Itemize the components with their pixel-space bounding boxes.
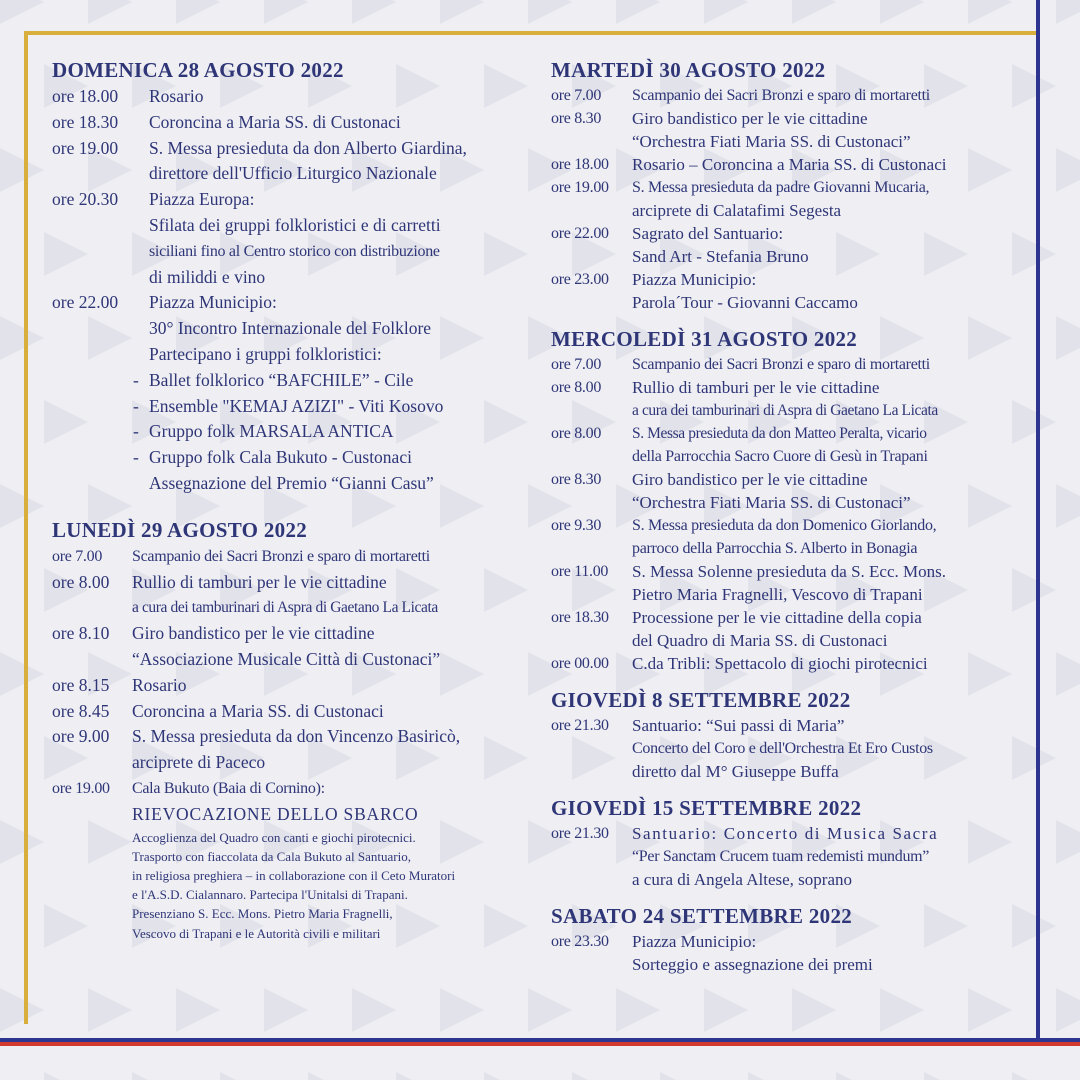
event-time: ore 18.30 <box>551 609 609 626</box>
event-text: “Per Sanctam Crucem tuam redemisti mundum” <box>632 848 930 865</box>
event-row <box>551 353 1021 376</box>
event-text: Scampanio dei Sacri Bronzi e sparo di mortaretti <box>632 87 930 104</box>
event-text: siciliani fino al Centro storico con distribuzione <box>149 242 440 260</box>
day-section-martedi-30 <box>551 57 1021 314</box>
event-time: ore 19.00 <box>551 179 609 196</box>
pattern-triangle <box>1012 1072 1056 1080</box>
event-text: Giro bandistico per le vie cittadine <box>632 109 868 128</box>
day-title: MERCOLEDÌ 31 AGOSTO 2022 <box>551 327 858 351</box>
pattern-triangle <box>1056 652 1080 696</box>
event-time: ore 8.00 <box>52 571 110 592</box>
event-row <box>52 699 527 725</box>
event-text: del Quadro di Maria SS. di Custonaci <box>632 631 888 650</box>
pattern-triangle <box>176 0 220 24</box>
event-row <box>52 621 527 673</box>
day-title: GIOVEDÌ 15 SETTEMBRE 2022 <box>551 796 862 820</box>
day-section-giovedi-15-settembre <box>551 795 1021 891</box>
event-time: ore 8.30 <box>551 110 602 127</box>
event-text: Santuario: Concerto di Musica Sacra <box>632 824 939 843</box>
event-time: ore 22.00 <box>52 292 119 313</box>
event-time: ore 18.30 <box>52 111 119 132</box>
event-text: Pietro Maria Fragnelli, Vescovo di Trapani <box>632 585 923 604</box>
pattern-triangle <box>352 0 396 24</box>
event-row <box>551 84 1021 107</box>
event-time: ore 9.00 <box>52 726 110 747</box>
day-title: GIOVEDÌ 8 SETTEMBRE 2022 <box>551 688 851 712</box>
event-text: Coroncina a Maria SS. di Custonaci <box>149 111 401 132</box>
event-time: ore 8.15 <box>52 674 110 695</box>
pattern-triangle <box>0 0 44 24</box>
event-time: ore 8.10 <box>52 623 110 644</box>
blue-vertical-stripe <box>1036 0 1040 1046</box>
event-time: ore 8.00 <box>551 425 602 442</box>
event-row <box>551 930 1021 976</box>
red-horizontal-stripe <box>0 1042 1080 1046</box>
right-column <box>551 57 1021 988</box>
event-text: Rosario <box>132 674 187 695</box>
pattern-triangle <box>396 1072 440 1080</box>
event-time: ore 00.00 <box>551 655 609 672</box>
event-text: Concerto del Coro e dell'Orchestra Et Ero Custos <box>632 740 933 757</box>
event-time: ore 18.00 <box>52 86 119 106</box>
event-time: ore 8.30 <box>551 471 602 488</box>
pattern-triangle <box>880 0 924 24</box>
pattern-triangle <box>308 1072 352 1080</box>
event-row <box>551 153 1021 176</box>
award-text: Assegnazione del Premio “Gianni Casu” <box>149 472 434 493</box>
event-text: 30° Incontro Internazionale del Folklore <box>149 318 432 339</box>
folklore-group-item: - Ensemble "KEMAJ AZIZI" - Viti Kosovo <box>133 395 444 416</box>
day-title: DOMENICA 28 AGOSTO 2022 <box>52 58 344 82</box>
event-row <box>52 776 527 943</box>
event-text: Sorteggio e assegnazione dei premi <box>632 955 873 974</box>
event-text: Scampanio dei Sacri Bronzi e sparo di mortaretti <box>132 547 430 565</box>
event-time: ore 21.30 <box>551 825 609 842</box>
event-row <box>52 570 527 622</box>
event-time: ore 7.00 <box>551 356 602 373</box>
pattern-triangle <box>660 1072 704 1080</box>
event-row <box>52 290 527 496</box>
event-text: Processione per le vie cittadine della copia <box>632 608 922 627</box>
pattern-triangle <box>1056 988 1080 1032</box>
event-text: Sagrato del Santuario: <box>632 224 784 243</box>
event-text: Rosario <box>149 86 204 106</box>
event-row <box>551 514 1021 560</box>
day-title: SABATO 24 SETTEMBRE 2022 <box>551 904 853 928</box>
event-text: della Parrocchia Sacro Cuore di Gesù in Trapani <box>632 448 928 465</box>
day-section-sabato-24-settembre <box>551 903 1021 976</box>
event-row <box>52 84 527 110</box>
event-text: parroco della Parrocchia S. Alberto in Bonagia <box>632 540 918 557</box>
pattern-triangle <box>1056 484 1080 528</box>
event-text: C.da Tribli: Spettacolo di giochi pirotecnici <box>632 654 928 673</box>
event-text: S. Messa presieduta da padre Giovanni Mucaria, <box>632 179 930 196</box>
event-row <box>52 724 527 776</box>
pattern-triangle <box>572 1072 616 1080</box>
event-text: Piazza Municipio: <box>632 270 757 289</box>
pattern-triangle <box>1056 820 1080 864</box>
event-time: ore 20.30 <box>52 189 119 210</box>
event-time: ore 21.30 <box>551 717 609 734</box>
pattern-triangle <box>528 0 572 24</box>
event-text: arciprete di Calatafimi Segesta <box>632 201 842 220</box>
day-section-domenica-28 <box>52 57 527 497</box>
event-text: S. Messa Solenne presieduta da S. Ecc. Mons. <box>632 562 946 581</box>
event-text: Partecipano i gruppi folkloristici: <box>149 343 382 364</box>
event-text: a cura di Angela Altese, soprano <box>632 870 852 889</box>
event-row <box>551 107 1021 153</box>
event-text: Sand Art - Stefania Bruno <box>632 247 809 266</box>
event-text: Rullio di tamburi per le vie cittadine <box>132 571 387 592</box>
rievocazione-title: RIEVOCAZIONE DELLO SBARCO <box>132 803 419 824</box>
event-row <box>551 822 1021 891</box>
event-text: di miliddi e vino <box>149 266 266 287</box>
event-time: ore 9.30 <box>551 517 602 534</box>
folklore-group-item: - Gruppo folk MARSALA ANTICA <box>133 421 394 442</box>
event-text: S. Messa presieduta da don Alberto Giardina, <box>149 137 467 158</box>
day-title: LUNEDÌ 29 AGOSTO 2022 <box>52 517 308 542</box>
pattern-triangle <box>968 0 1012 24</box>
event-text: Rosario – Coroncina a Maria SS. di Custonaci <box>632 155 947 174</box>
left-column <box>52 57 527 955</box>
event-text: S. Messa presieduta da don Matteo Peralta, vicario <box>632 425 927 442</box>
event-row <box>52 544 527 570</box>
event-text: Piazza Europa: <box>149 189 255 210</box>
day-section-giovedi-8-settembre <box>551 687 1021 783</box>
pattern-triangle <box>1056 0 1080 24</box>
event-text: S. Messa presieduta da don Domenico Giorlando, <box>632 517 937 534</box>
event-row <box>551 714 1021 783</box>
event-text: a cura dei tamburinari di Aspra di Gaetano La Licata <box>632 402 938 419</box>
event-text: Rullio di tamburi per le vie cittadine <box>632 378 880 397</box>
event-time: ore 23.00 <box>551 271 609 288</box>
pattern-triangle <box>88 0 132 24</box>
event-time: ore 19.00 <box>52 779 110 797</box>
event-time: ore 19.00 <box>52 137 119 158</box>
event-text: S. Messa presieduta da don Vincenzo Basiricò, <box>132 726 461 747</box>
event-time: ore 11.00 <box>551 563 609 580</box>
event-time: ore 8.45 <box>52 700 110 721</box>
event-time: ore 23.30 <box>551 933 609 950</box>
event-row <box>551 422 1021 468</box>
pattern-triangle <box>748 1072 792 1080</box>
pattern-triangle <box>44 1072 88 1080</box>
event-time: ore 7.00 <box>551 87 602 104</box>
folklore-group-item: - Gruppo folk Cala Bukuto - Custonaci <box>133 447 412 468</box>
event-time: ore 18.00 <box>551 156 609 173</box>
event-text: direttore dell'Ufficio Liturgico Nazionale <box>149 163 437 184</box>
event-text: Parola´Tour - Giovanni Caccamo <box>632 293 858 312</box>
pattern-triangle <box>616 0 660 24</box>
pattern-triangle <box>264 0 308 24</box>
event-text: Cala Bukuto (Baia di Cornino): <box>132 779 325 797</box>
event-text: a cura dei tamburinari di Aspra di Gaetano La Licata <box>132 599 438 617</box>
event-text: arciprete di Paceco <box>132 752 266 773</box>
event-text: Giro bandistico per le vie cittadine <box>132 623 375 644</box>
rievocazione-description: Accoglienza del Quadro con canti e giochi pirotecnici. Trasporto con fiaccolata da Cala Bukuto al Santuario, in religiosa preghiera – in collaborazione con il Ceto Muratori e l'A.S.D. Cialannaro. Partecipa l'Unitalsi di Trapani. Presenziano S. Ecc. Mons. Pietro Maria Fragnelli, Vescovo di Trapani e le Autorità civili e militari <box>132 829 456 941</box>
event-text: Giro bandistico per le vie cittadine <box>632 470 868 489</box>
pattern-triangle <box>1056 316 1080 360</box>
event-text: “Orchestra Fiati Maria SS. di Custonaci” <box>632 132 911 151</box>
event-text: Scampanio dei Sacri Bronzi e sparo di mortaretti <box>632 356 930 373</box>
event-row <box>551 606 1021 652</box>
pattern-triangle <box>792 0 836 24</box>
pattern-triangle <box>132 1072 176 1080</box>
event-time: ore 7.00 <box>52 547 103 565</box>
pattern-triangle <box>836 1072 880 1080</box>
event-row <box>551 376 1021 422</box>
event-text: Piazza Municipio: <box>149 292 277 313</box>
day-section-mercoledi-31 <box>551 326 1021 675</box>
event-row <box>551 268 1021 314</box>
event-text: Coroncina a Maria SS. di Custonaci <box>132 700 384 721</box>
pattern-triangle <box>704 0 748 24</box>
event-row <box>551 176 1021 222</box>
event-row <box>52 673 527 699</box>
event-row <box>551 222 1021 268</box>
event-time: ore 22.00 <box>551 225 609 242</box>
event-text: Sfilata dei gruppi folkloristici e di carretti <box>149 214 441 235</box>
event-row <box>551 468 1021 514</box>
event-time: ore 8.00 <box>551 379 602 396</box>
event-text: “Orchestra Fiati Maria SS. di Custonaci” <box>632 493 911 512</box>
event-text: Piazza Municipio: <box>632 932 757 951</box>
day-section-lunedi-29 <box>52 517 527 943</box>
pattern-triangle <box>440 0 484 24</box>
event-row <box>52 110 527 136</box>
event-row <box>52 136 527 188</box>
pattern-triangle <box>1056 148 1080 192</box>
day-title: MARTEDÌ 30 AGOSTO 2022 <box>551 58 826 82</box>
event-row <box>551 652 1021 675</box>
event-text: diretto dal M° Giuseppe Buffa <box>632 762 839 781</box>
pattern-triangle <box>220 1072 264 1080</box>
event-row <box>551 560 1021 606</box>
event-text: Santuario: “Sui passi di Maria” <box>632 716 845 735</box>
event-text: “Associazione Musicale Città di Custonaci” <box>132 648 441 669</box>
pattern-triangle <box>484 1072 528 1080</box>
event-row <box>52 187 527 290</box>
folklore-group-item: - Ballet folklorico “BAFCHILE” - Cile <box>133 369 414 390</box>
pattern-triangle <box>924 1072 968 1080</box>
